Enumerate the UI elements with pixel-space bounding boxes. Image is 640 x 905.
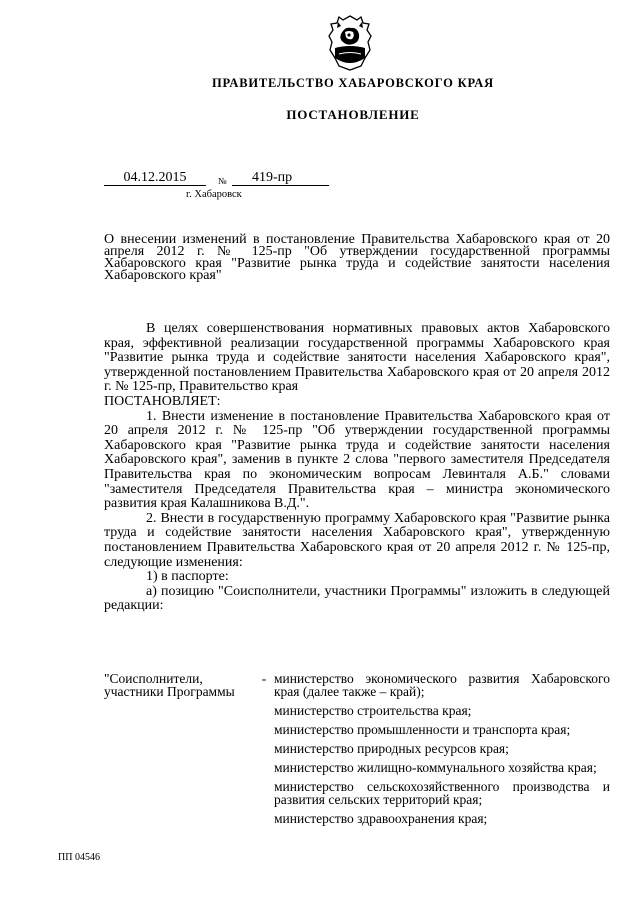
table-row: министерство здравоохранения края; — [274, 811, 488, 826]
table-right-list — [274, 672, 610, 831]
number-sign: № — [218, 176, 227, 186]
document-type-title: ПОСТАНОВЛЕНИЕ — [286, 107, 420, 122]
document-code: ПП 04546 — [58, 852, 100, 863]
city-label: г. Хабаровск — [186, 189, 242, 200]
table-left-label: "Соисполнители, участники Программы — [104, 671, 235, 699]
coat-of-arms-emblem — [327, 14, 373, 72]
item-2-paragraph: 2. Внести в государственную программу Хабаровского края "Развитие рынка труда и содействие занятости населения Хабаровского края", утвержденную постановлением Правительства Хабаровского края от 20 апреля 2012 г. № 125-пр, следующие изменения: — [104, 510, 610, 570]
item-2-1-paragraph: 1) в паспорте: — [146, 569, 229, 585]
subject-text: О внесении изменений в постановление Правительства Хабаровского края от 20 апреля 2012 г. № 125-пр "Об утверждении государственной программы Хабаровского края "Развитие рынка труда и содействие занятости населения Хабаровского края" — [104, 232, 610, 283]
document-date: 04.12.2015 — [104, 170, 206, 186]
table-row: министерство сельскохозяйственного производства и развития сельских территорий края; — [274, 779, 610, 807]
table-row: министерство экономического развития Хабаровского края (далее также – край); — [274, 671, 610, 699]
table-row: министерство строительства края; — [274, 703, 472, 718]
preamble-paragraph: В целях совершенствования нормативных правовых актов Хабаровского края, эффективной реализации государственной программы Хабаровского края "Развитие рынка труда и содействие занятости населения Хабаровского края", утвержденной постановлением Правительства Хабаровского края от 20 апреля 2012 г. № 125-пр, Правительство края — [104, 321, 610, 395]
table-row: министерство природных ресурсов края; — [274, 741, 509, 756]
document-body — [104, 322, 610, 614]
table-row: министерство жилищно-коммунального хозяйства края; — [274, 760, 597, 775]
document-number: 419-пр — [232, 170, 329, 186]
table-dash: - — [261, 671, 267, 686]
item-2-1a-paragraph: а) позицию "Соисполнители, участники Программы" изложить в следующей редакции: — [104, 583, 610, 614]
table-row: министерство промышленности и транспорта края; — [274, 722, 571, 737]
resolves-heading: ПОСТАНОВЛЯЕТ: — [104, 393, 221, 409]
government-title: ПРАВИТЕЛЬСТВО ХАБАРОВСКОГО КРАЯ — [212, 76, 494, 90]
document-subject — [104, 234, 610, 282]
item-1-paragraph: 1. Внести изменение в постановление Правительства Хабаровского края от 20 апреля 2012 г. № 125-пр "Об утверждении государственной программы Хабаровского края "Развитие рынка труда и содействие занятости населения Хабаровского края", заменив в пункте 2 слова "первого заместителя Председателя Правительства края по экономическим вопросам Левинталя А.Б." словами "заместителя Председателя Правительства края – министра экономического развития края Калашникова В.Д.". — [104, 408, 610, 512]
